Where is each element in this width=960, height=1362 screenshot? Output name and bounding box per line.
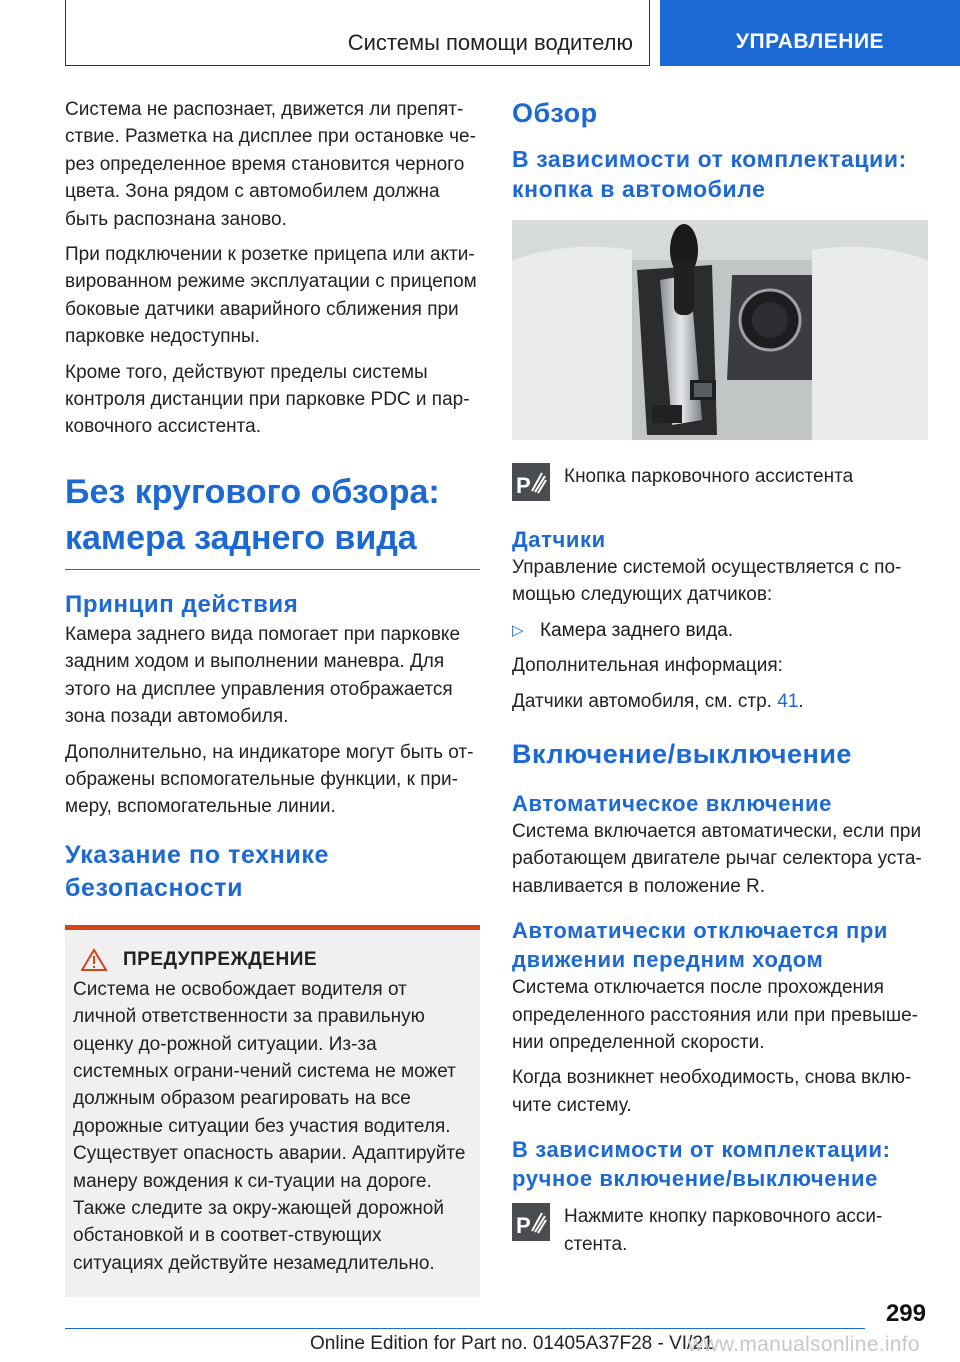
button-caption-row [512,463,928,501]
paragraph: Система не распознает, движется ли препят-ствие. Разметка на дисплее при остановке че-рез определенное время становится черного цвета. Зона рядом с автомобилем должна быть распознана заново. [65,99,476,230]
subheading-auto-off: Автоматически отключается при движении передним ходом [512,918,889,973]
paragraph: Кроме того, действуют пределы системы контроля дистанции при парковке PDC и пар-ковочного ассистента. [65,361,470,438]
paragraph: Камера заднего вида помогает при парковке задним ходом и выполнении маневра. Для этого на дисплее управления отображается зона позади автомобиля. [65,623,461,728]
sensor-reference [512,688,928,715]
paragraph: Дополнительная информация: [512,655,783,677]
header-chapter-title: Системы помощи водителю [347,30,633,55]
warning-title: ПРЕДУПРЕЖДЕНИЕ [123,948,318,970]
heading-overview: Обзор [512,98,598,128]
list-item-text: Камера заднего вида. [540,619,734,641]
reference-suffix: . [798,690,804,712]
page-number: 299 [885,1300,926,1327]
page-header [0,0,960,66]
warning-triangle-icon [81,948,107,972]
subheading-safety: Указание по технике безопасности [65,840,329,902]
header-chapter-box [65,0,650,66]
section-heading: Без кругового обзора: камера заднего вида [65,472,440,557]
paragraph: Дополнительно, на индикаторе могут быть от-ображены вспомогательные функции, к при-меру, вспомогательные линии. [65,741,474,818]
list-item [512,617,928,644]
paragraph: При подключении к розетке прицепа или акти-вированном режиме эксплуатации с прицепом боковые датчики аварийного сближения при парковке недоступны. [65,244,477,348]
parking-assistant-button-icon [512,463,550,501]
paragraph: Система включается автоматически, если при работающем двигателе рычаг селектора уста-навливается в положение R. [512,821,922,897]
subheading-equip-manual: В зависимости от комплектации: ручное включение/выключение [512,1137,891,1192]
subheading-equip-button: В зависимости от комплектации: кнопка в автомобиле [512,146,907,202]
warning-text: Система не освобождает водителя от личной ответственности за правильную оценку до-рожной ситуации. Из-за системных ограни-чений система не может должным образом реагировать на все дорожные ситуации без участия водителя. Существует опасность аварии. Адаптируйте манеру вождения к си-туации на дороге. Также следите за окру-жающей дорожной обстановкой и в соответ-ствующих ситуациях действуйте незамедлительно. [73,978,466,1274]
subheading-auto-on: Автоматическое включение [512,791,832,817]
paragraph: Система отключается после прохождения определенного расстояния или при превыше-нии определенной скорости. [512,977,918,1054]
footer-edition: Online Edition for Part no. 01405A37F28 - VI/21 [310,1333,714,1354]
button-caption: Кнопка парковочного ассистента [564,466,854,487]
left-column [65,96,480,1297]
header-section-tab [660,0,960,66]
parking-assistant-button-icon [512,1203,550,1241]
bullet-triangle-icon: ▷ [512,621,524,639]
page-reference-link[interactable]: 41 [777,690,799,712]
svg-text:P: P [516,1213,531,1239]
center-console-photo [512,220,928,440]
subheading-principle: Принцип действия [65,590,299,618]
watermark: www.manualsonline.info [688,1333,920,1356]
paragraph: Управление системой осуществляется с по-мощью следующих датчиков: [512,557,902,606]
svg-text:P: P [516,473,531,498]
right-column [512,96,928,1268]
section-heading-block [65,469,480,570]
subheading-sensors: Датчики [512,527,606,552]
header-section-title: УПРАВЛЕНИЕ [735,30,885,53]
manual-instruction: Нажмите кнопку парковочного асси-стента. [564,1206,883,1255]
reference-text: Датчики автомобиля, см. стр. [512,690,772,712]
warning-header [73,948,472,972]
manual-button-row [512,1203,928,1258]
paragraph: Когда возникнет необходимость, снова вклю-чите систему. [512,1067,912,1116]
heading-onoff: Включение/выключение [512,739,852,770]
footer-divider [65,1328,865,1329]
warning-box [65,925,480,1297]
